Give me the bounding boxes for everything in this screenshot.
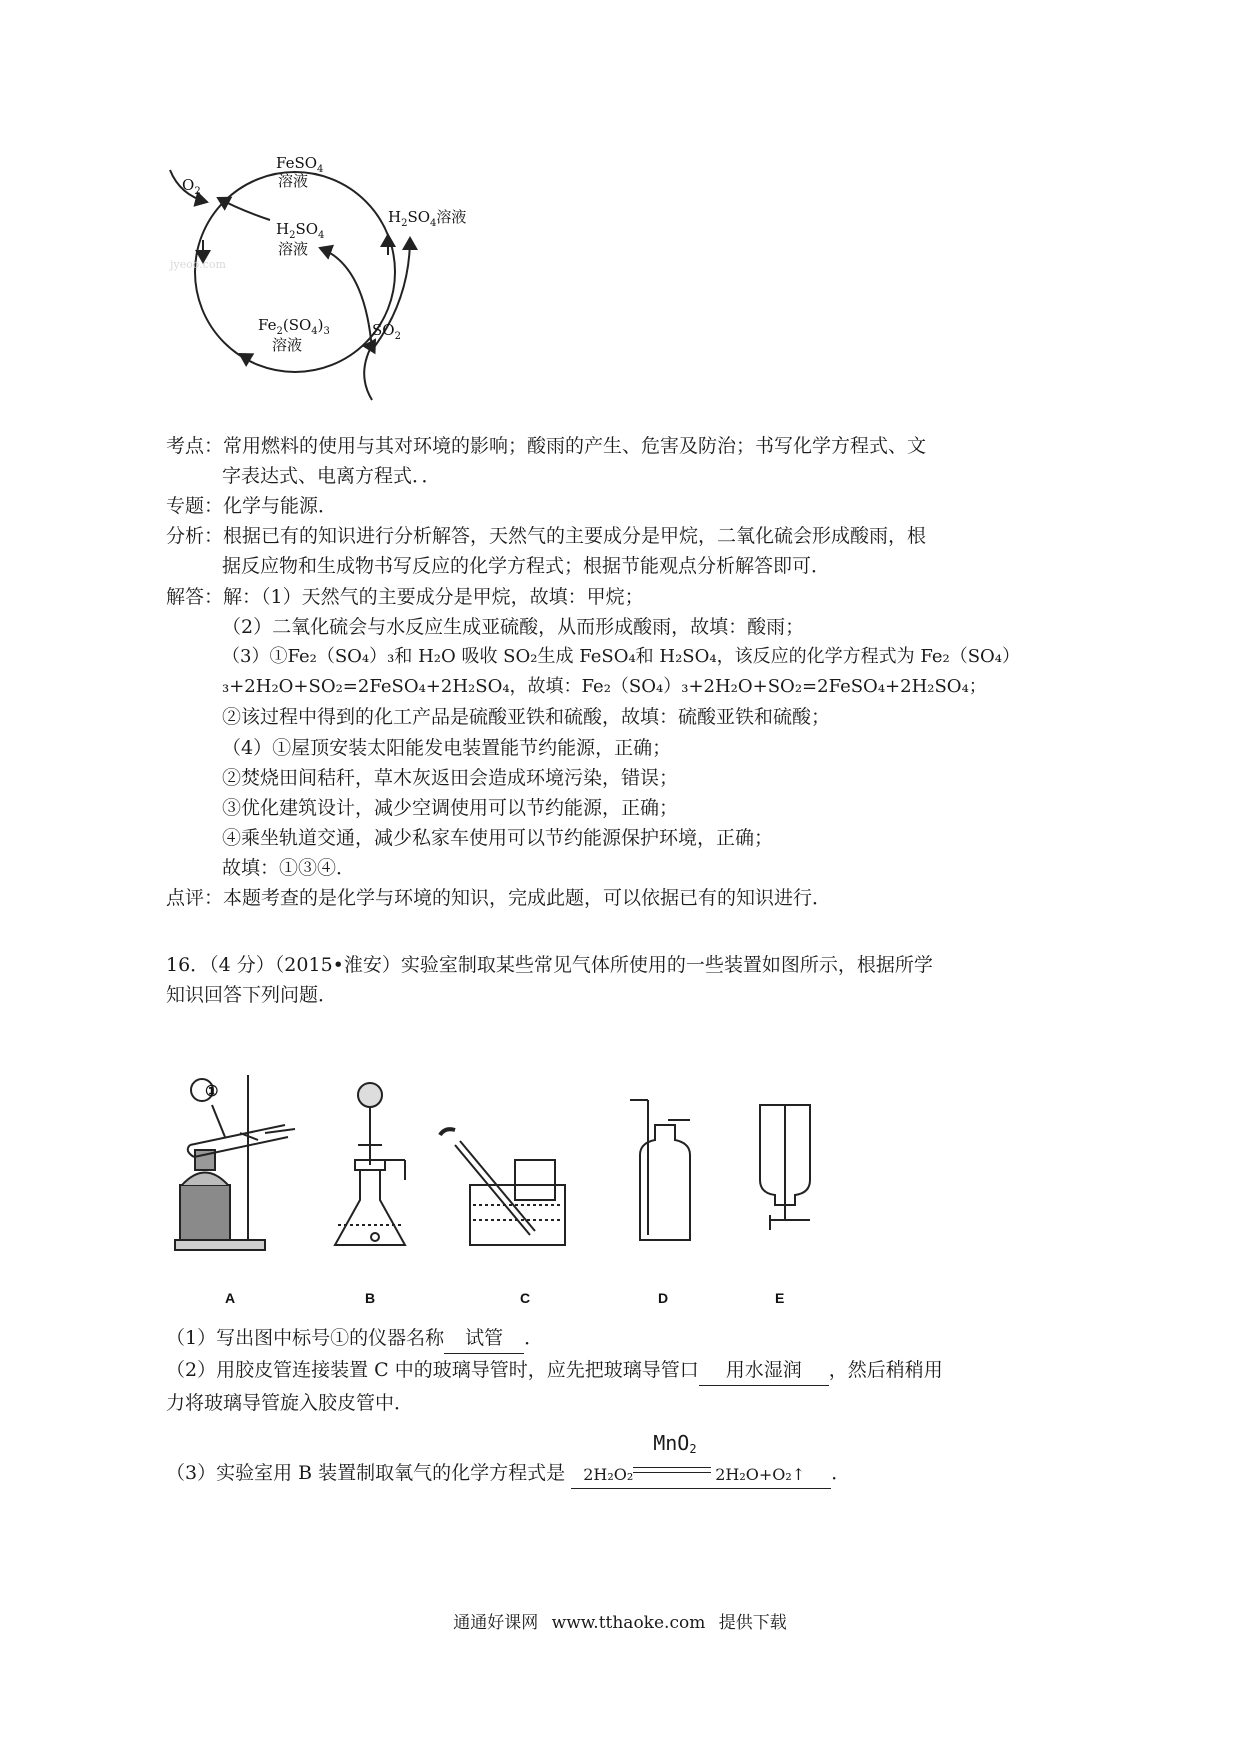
apparatus-d — [630, 1100, 690, 1240]
o2-label: $O_2$ — [182, 176, 201, 197]
jieda-line-2: （2）二氧化硫会与水反应生成亚硫酸，从而形成酸雨，故填：酸雨； — [222, 616, 805, 638]
watermark: jyeoo.com — [170, 258, 226, 271]
jieda-line-10: 故填：①③④． — [222, 857, 356, 879]
kaodian-line-2: 字表达式、电离方程式．． — [222, 465, 441, 487]
fe2so43-label: $Fe_2(SO_4)_3$ — [258, 316, 330, 337]
jieda-line-7: ②焚烧田间秸秆，草木灰返田会造成环境污染，错误； — [222, 767, 679, 789]
q2-line-1 — [166, 1355, 943, 1386]
jieda-line-6: （4）①屋顶安装太阳能发电装置能节约能源，正确； — [222, 737, 672, 759]
q1-prefix: （1）写出图中标号①的仪器名称 — [166, 1327, 445, 1349]
jieda-line-8: ③优化建筑设计，减少空调使用可以节约能源，正确； — [222, 797, 679, 819]
apparatus-c — [440, 1129, 565, 1245]
feso4-sol: 溶液 — [278, 172, 309, 190]
apparatus-label-a: A — [225, 1290, 236, 1306]
q3-right: 2H₂O+O₂↑ — [715, 1465, 806, 1484]
apparatus-figure — [170, 1065, 930, 1310]
footer-note: 提供下载 — [718, 1613, 787, 1633]
apparatus-b — [335, 1083, 405, 1245]
so2-label: $SO_2$ — [372, 321, 401, 342]
apparatus-e — [760, 1105, 810, 1230]
q1-line — [166, 1323, 543, 1354]
jieda-line-3: （3）①Fe₂（SO₄）₃和 H₂O 吸收 SO₂生成 FeSO₄和 H₂SO₄，该反应的化学方程式为 Fe₂（SO₄） — [222, 646, 1021, 667]
q2-prefix: （2）用胶皮管连接装置 C 中的玻璃导管时，应先把玻璃导管口 — [166, 1359, 699, 1381]
footer-url[interactable]: www.tthaoke.com — [551, 1613, 706, 1633]
fenxi-line-1: 分析：根据已有的知识进行分析解答，天然气的主要成分是甲烷，二氧化硫会形成酸雨，根 — [166, 525, 927, 547]
page-footer — [0, 1608, 1240, 1633]
q3-answer — [571, 1431, 831, 1489]
jieda-line-9: ④乘坐轨道交通，减少私家车使用可以节约能源保护环境，正确； — [222, 827, 774, 849]
feso4-label: FeSO$_4$ — [276, 154, 324, 175]
jieda-line-1: 解答：解：（1）天然气的主要成分是甲烷，故填：甲烷； — [166, 586, 644, 608]
dianping-line: 点评：本题考查的是化学与环境的知识，完成此题，可以依据已有的知识进行． — [166, 887, 832, 909]
kaodian-line-1: 考点：常用燃料的使用与其对环境的影响；酸雨的产生、危害及防治；书写化学方程式、文 — [166, 435, 927, 457]
q3-prefix: （3）实验室用 B 装置制取氧气的化学方程式是 — [166, 1462, 566, 1484]
q3-eq-line-bottom — [633, 1472, 711, 1473]
q3-line — [166, 1431, 851, 1489]
apparatus-label-c: C — [520, 1290, 531, 1306]
jieda-line-4: ₃+2H₂O+SO₂=2FeSO₄+2H₂SO₄，故填：Fe₂（SO₄）₃+2H₂O+SO₂=2FeSO₄+2H₂SO₄； — [222, 676, 987, 697]
fenxi-line-2: 据反应物和生成物书写反应的化学方程式；根据节能观点分析解答即可． — [222, 555, 831, 577]
h2so4-inner-label: $H_2SO_4$ — [276, 220, 325, 241]
q3-catalyst: MnO$_2$ — [653, 1431, 697, 1456]
fe2so43-sol: 溶液 — [272, 336, 303, 354]
zhuanti-line: 专题：化学与能源． — [166, 495, 338, 517]
h2so4-inner-sol: 溶液 — [278, 240, 309, 258]
question-16-stem-2: 知识回答下列问题． — [166, 984, 338, 1006]
jieda-line-5: ②该过程中得到的化工产品是硫酸亚铁和硫酸，故填：硫酸亚铁和硫酸； — [222, 706, 831, 728]
q3-eq-line-top — [633, 1467, 711, 1468]
question-16-stem-1: 16．（4 分）（2015•淮安）实验室制取某些常见气体所使用的一些装置如图所示，根据所学 — [166, 954, 933, 976]
cycle-diagram — [160, 150, 580, 410]
q1-suffix: ． — [524, 1327, 544, 1349]
apparatus-marker: ① — [205, 1083, 219, 1100]
footer-site: 通通好课网 — [453, 1613, 539, 1633]
q3-suffix: ． — [831, 1462, 851, 1484]
apparatus-label-b: B — [365, 1290, 376, 1306]
apparatus-label-e: E — [775, 1290, 785, 1306]
h2so4-right-label: $H_2SO_4$溶液 — [388, 208, 467, 229]
apparatus-label-d: D — [658, 1290, 669, 1306]
q3-left: 2H₂O₂ — [583, 1465, 634, 1484]
inner-arrow — [218, 198, 270, 220]
q1-answer: 试管 — [444, 1323, 524, 1354]
q2-line-2: 力将玻璃导管旋入胶皮管中． — [166, 1392, 414, 1414]
q2-suffix: ，然后稍稍用 — [828, 1359, 943, 1381]
q2-answer: 用水湿润 — [699, 1355, 829, 1386]
apparatus-a — [175, 1075, 295, 1250]
